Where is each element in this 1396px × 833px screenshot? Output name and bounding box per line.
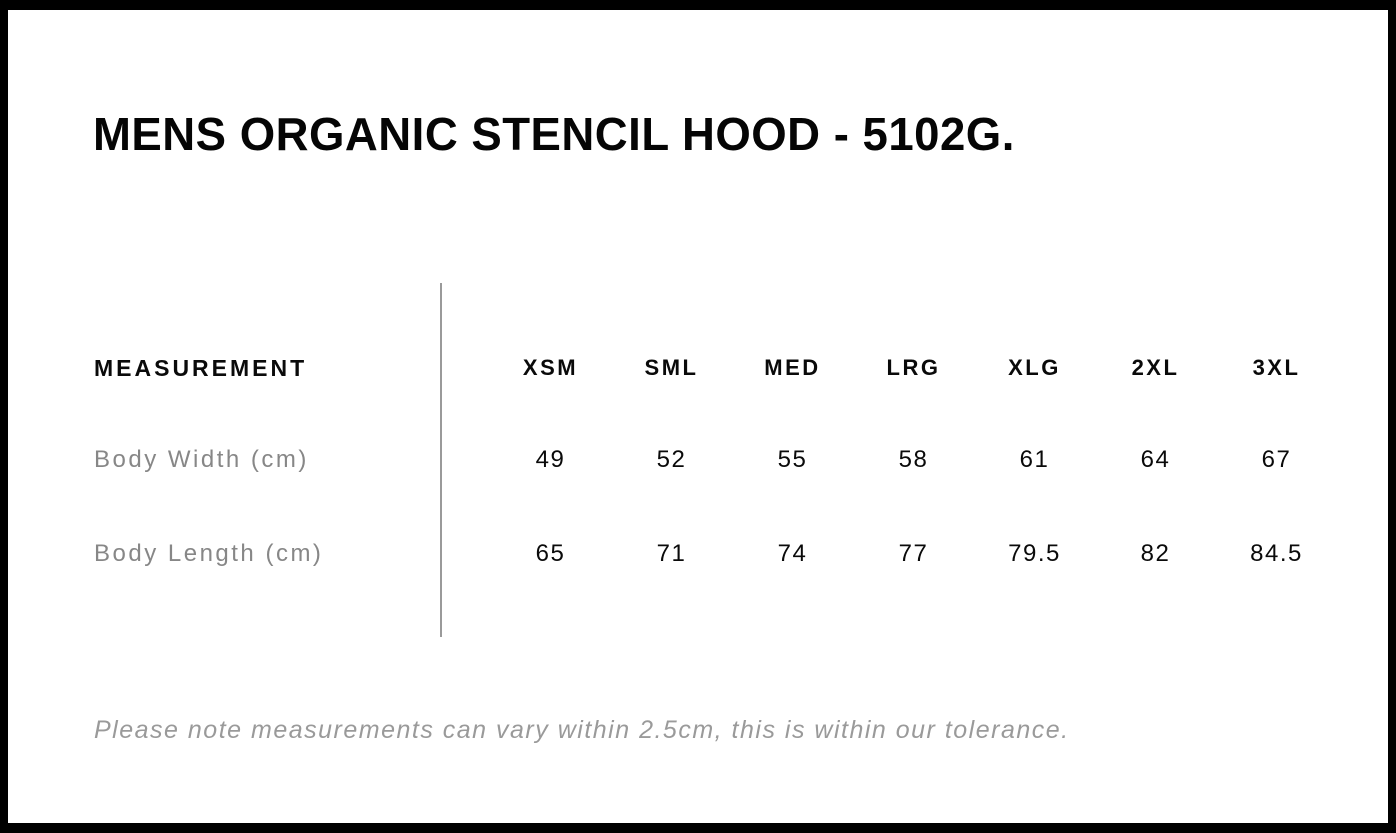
tolerance-note: Please note measurements can vary within 2.5cm, this is within our tolerance. [94, 716, 1070, 744]
size-header-xlg: XLG [1008, 355, 1061, 380]
body-width-value-sml: 52 [656, 446, 687, 473]
body-width-value-xlg: 61 [1019, 446, 1050, 473]
size-header-sml: SML [644, 355, 699, 380]
size-header-xsm: XSM [522, 355, 579, 380]
measurement-header: MEASUREMENT [94, 354, 308, 381]
body-length-value-med: 74 [777, 540, 808, 567]
body-length-value-sml: 71 [656, 540, 687, 567]
table-header-row [94, 353, 1337, 383]
body-length-value-xlg: 79.5 [1008, 540, 1061, 567]
size-header-2xl: 2XL [1131, 355, 1180, 380]
body-length-value-3xl: 84.5 [1250, 540, 1303, 567]
body-width-value-2xl: 64 [1140, 446, 1171, 473]
row-label-body-width: Body Width (cm) [94, 446, 309, 473]
table-row-body-width [94, 445, 1337, 475]
size-header-med: MED [764, 355, 821, 380]
table-row-body-length [94, 539, 1337, 569]
body-width-value-xsm: 49 [535, 446, 566, 473]
body-length-value-2xl: 82 [1140, 540, 1171, 567]
page-title: MENS ORGANIC STENCIL HOOD - 5102G. [93, 108, 1015, 160]
body-width-value-med: 55 [777, 446, 808, 473]
row-label-body-length: Body Length (cm) [94, 540, 324, 567]
body-width-value-3xl: 67 [1261, 446, 1292, 473]
body-length-value-xsm: 65 [535, 540, 566, 567]
body-length-value-lrg: 77 [898, 540, 929, 567]
size-header-3xl: 3XL [1252, 355, 1301, 380]
size-header-lrg: LRG [886, 355, 941, 380]
body-width-value-lrg: 58 [898, 446, 929, 473]
